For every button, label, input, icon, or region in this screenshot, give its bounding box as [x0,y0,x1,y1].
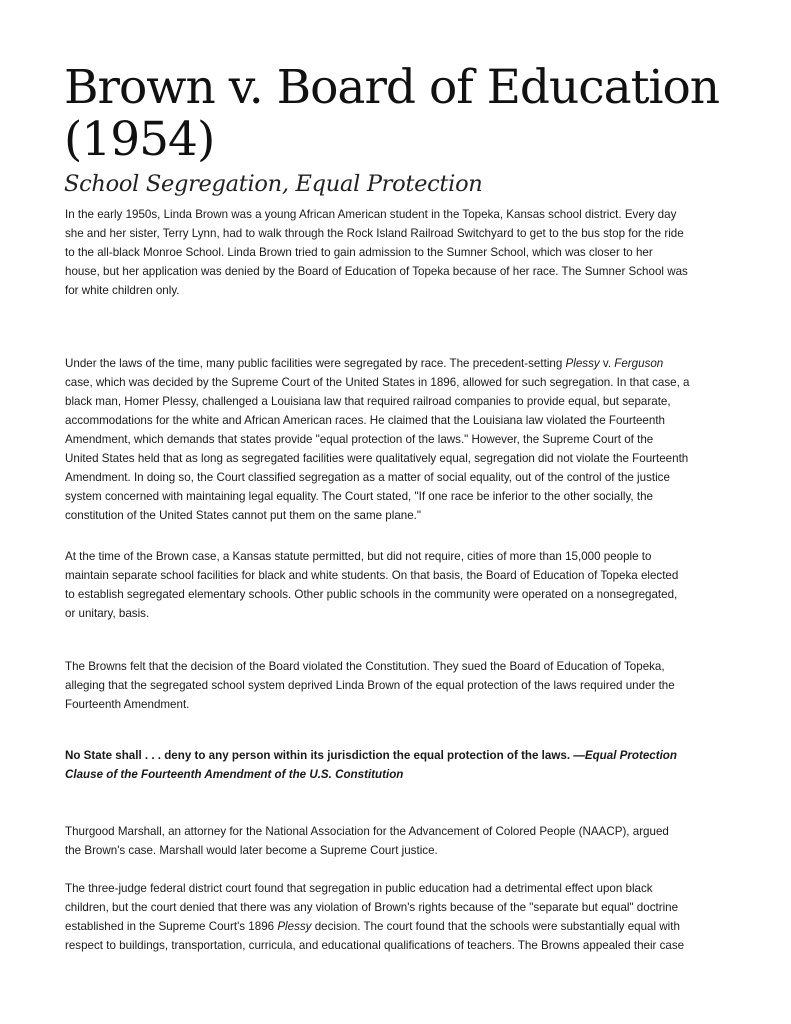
title-line-2: (1954) [64,112,215,167]
text-line: for white children only. [65,284,180,297]
text-segment: decision. The court found that the schools were substantially equal with [311,920,680,933]
text-line: the Brown's case. Marshall would later become a Supreme Court justice. [65,844,438,857]
text-line: At the time of the Brown case, a Kansas statute permitted, but did not require, cities of more than 15,000 people to [65,550,652,563]
text-line: children, but the court denied that there was any violation of Brown's rights because of the "separate but equal" doctrine [65,901,679,914]
text-line: to the all-black Monroe School. Linda Brown tried to gain admission to the Sumner School, which was closer to her [65,246,653,259]
text-line [65,746,755,765]
text-line: United States held that as long as segregated facilities were qualitatively equal, segregation did not violate the Fourteenth [65,452,689,465]
text-line: black man, Homer Plessy, challenged a Louisiana law that required railroad companies to provide equal, but separate, [65,395,671,408]
paragraph-plessy [65,354,755,525]
text-line: case, which was decided by the Supreme Court of the United States in 1896, allowed for such segregation. In that case, a [65,376,690,389]
text-line: The Browns felt that the decision of the Board violated the Constitution. They sued the Board of Education of Topeka, [65,660,665,673]
paragraph-district-court [65,879,755,955]
text-segment: v. [599,357,615,370]
text-line: system concerned with maintaining legal equality. The Court stated, "If one race be inferior to the other socially, the [65,490,653,503]
text-line: she and her sister, Terry Lynn, had to walk through the Rock Island Railroad Switchyard to get to the bus stop for the ride [65,227,684,240]
italic-text: Plessy [277,920,312,933]
text-line: maintain separate school facilities for black and white students. On that basis, the Board of Education of Topeka elected [65,569,679,582]
paragraph-intro [65,205,755,300]
paragraph-lawsuit [65,657,755,714]
text-line: Amendment. In doing so, the Court classified segregation as a matter of social equality, out of the control of the justice [65,471,670,484]
paragraph-marshall [65,822,755,860]
text-segment: No State shall . . . deny to any person within its jurisdiction the equal protection of the laws. [65,749,574,762]
italic-text: —Equal Protection [573,749,677,762]
text-line: constitution of the United States cannot put them on the same plane." [65,509,422,522]
text-line: The three-judge federal district court found that segregation in public education had a detrimental effect upon black [65,882,653,895]
italic-text: Ferguson [614,357,664,370]
text-segment: established in the Supreme Court's 1896 [65,920,278,933]
text-line: alleging that the segregated school system deprived Linda Brown of the equal protection of the laws required under the [65,679,675,692]
page-subtitle: School Segregation, Equal Protection [64,171,483,197]
text-segment: Under the laws of the time, many public facilities were segregated by race. The precedent-setting [65,357,566,370]
text-line: In the early 1950s, Linda Brown was a young African American student in the Topeka, Kansas school district. Every day [65,208,677,221]
text-line: house, but her application was denied by the Board of Education of Topeka because of her race. The Sumner School was [65,265,688,278]
paragraph-kansas-statute [65,547,755,623]
text-line: Fourteenth Amendment. [65,698,190,711]
text-line [65,917,755,936]
italic-text: Plessy [565,357,600,370]
text-line: or unitary, basis. [65,607,150,620]
title-line-1: Brown v. Board of Education [64,60,720,115]
italic-text: Clause of the Fourteenth Amendment of the U.S. Constitution [65,768,404,781]
text-line: respect to buildings, transportation, curricula, and educational qualifications of teachers. The Browns appealed their case [65,939,685,952]
page-title [64,62,719,166]
text-line: Thurgood Marshall, an attorney for the National Association for the Advancement of Colored People (NAACP), argued [65,825,669,838]
text-line: accommodations for the white and African American races. He claimed that the Louisiana law violated the Fourteenth [65,414,665,427]
equal-protection-quote [65,746,755,784]
text-line: to establish segregated elementary schools. Other public schools in the community were operated on a nonsegregated, [65,588,678,601]
text-line [65,765,755,784]
text-line: Amendment, which demands that states provide "equal protection of the laws." However, the Supreme Court of the [65,433,654,446]
text-line [65,354,755,373]
